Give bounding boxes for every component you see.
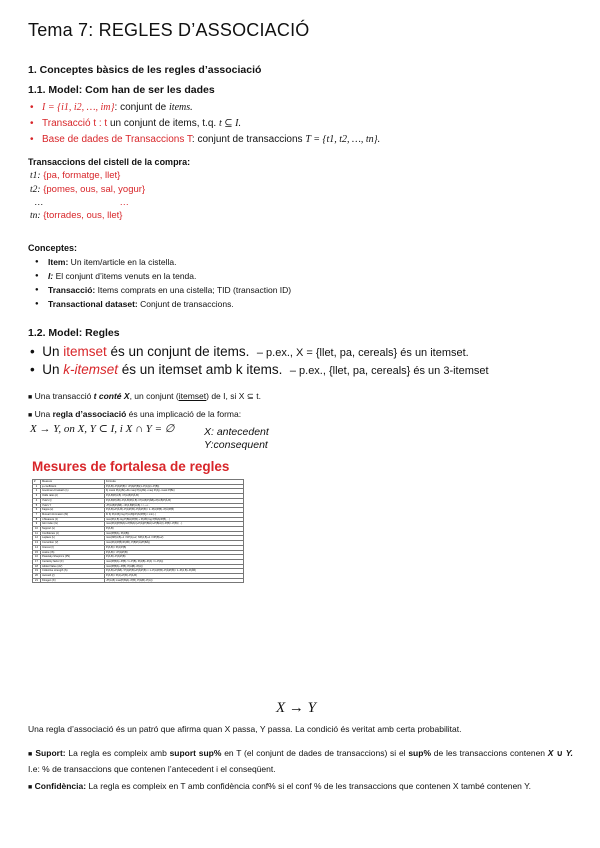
model-bullet-database: • Base de dades de Transaccions T: conjunt de transaccions T = {t1, t2, …, tn}. — [30, 134, 381, 145]
concept-item: ● Item: Un item/article en la cistella. — [48, 257, 177, 267]
section-heading-1: 1. Conceptes bàsics de les regles d’associació — [28, 64, 262, 76]
measures-title: Mesures de fortalesa de regles — [32, 459, 230, 474]
row-number-cell: 3 — [33, 494, 41, 499]
measure-name-cell: Piatetsky-Shapiro's (PS) — [41, 555, 105, 560]
formula-cell: P(A,B) — [105, 527, 244, 532]
consequent-label: Y:consequent — [204, 439, 268, 451]
rule-arrow-formula: X → Y — [276, 700, 317, 716]
support-paragraph: ■ Suport: La regla es compleix amb suport sup% en T (el conjunt de dades de transaccions) si el sup% de les transaccions contenen X ∪ Y. I.e: % de transaccions que contenen l’antecedent i el conseqüent. — [28, 748, 573, 774]
itemset-definition: • Un itemset és un conjunt de items. – p.ex., X = {llet, pa, cereals} és un itemset. — [30, 344, 469, 359]
formula-cell: P(A,B)−P(A)P(B) / √P(A)P(B)(1−P(A))(1−P(B)) — [105, 484, 244, 489]
transaction-row: … … — [34, 197, 129, 208]
row-number-cell: 12 — [33, 536, 41, 541]
formula-cell: Σj maxk P(Aj,Bk)+Σk maxj P(Aj,Bk)−maxj P(Aj)−maxk P(Bk) — [105, 489, 244, 494]
row-number-cell: 4 — [33, 498, 41, 503]
row-number-cell: 6 — [33, 508, 41, 513]
row-number-cell: 8 — [33, 517, 41, 522]
measure-name-cell: Collective strength (S) — [41, 569, 105, 574]
table-header: # — [33, 480, 41, 485]
row-number-cell: 21 — [33, 578, 41, 583]
antecedent-label: X: antecedent — [204, 426, 269, 438]
row-number-cell: 5 — [33, 503, 41, 508]
measure-name-cell: Conviction (V) — [41, 541, 105, 546]
formula-cell: P(A,B)+P(ĀB̄) / P(A)P(B)+P(Ā)P(B̄) × 1−P(A)P(B)−P(Ā)P(B̄) / 1−P(A,B)−P(ĀB̄) — [105, 569, 244, 574]
formula-cell: max(P(A,B) log P(B|A)/P(B) + P(AB̄) log P(B̄|A)/P(B̄), ..) — [105, 517, 244, 522]
formula-cell: P(A,B)P(Ā,B̄) / P(A,B̄)P(Ā,B) — [105, 494, 244, 499]
transaction-row: tn: {torrades, ous, llet} — [30, 210, 123, 221]
measure-name-cell: Odds ratio (α) — [41, 494, 105, 499]
measure-name-cell: Jaccard (ζ) — [41, 574, 105, 579]
measure-name-cell: Gini index (G) — [41, 522, 105, 527]
transactions-heading: Transaccions del cistell de la compra: — [28, 157, 191, 167]
model-bullet-transaction: • Transacció t : t un conjunt de items, t.q. t ⊆ I. — [30, 118, 241, 129]
row-number-cell: 13 — [33, 541, 41, 546]
formula-cell: max(P(B|A), P(A|B)) — [105, 531, 244, 536]
formula-cell: max(P(B|A)−P(B) / 1−P(B), P(A|B)−P(A) / 1−P(A)) — [105, 559, 244, 564]
measure-name-cell: J-Measure (J) — [41, 517, 105, 522]
formula-cell: √P(A,B) max(P(B|A)−P(B), P(A|B)−P(A)) — [105, 578, 244, 583]
formula-cell: √P(A,B)P(ĀB̄)−√P(A,B̄)P(Ā,B) / √..+√.. — [105, 503, 244, 508]
transaction-row: t1: {pa, formatge, llet} — [30, 170, 121, 181]
row-number-cell: 2 — [33, 489, 41, 494]
measure-name-cell: Mutual Information (M) — [41, 512, 105, 517]
measure-name-cell: Laplace (L) — [41, 536, 105, 541]
formula-cell: Σi Σj P(Ai,Bj) log P(Ai,Bj)/P(Ai)P(Bj) / min(..) — [105, 512, 244, 517]
section-heading-1-2: 1.2. Model: Regles — [28, 327, 120, 339]
transaction-row: t2: {pomes, ous, sal, yogur} — [30, 184, 146, 195]
concept-item: ● Transacció: Items comprats en una cistella; TID (transaction ID) — [48, 285, 291, 295]
concepts-heading: Conceptes: — [28, 243, 78, 253]
measure-name-cell: Yule's Q — [41, 498, 105, 503]
row-number-cell: 20 — [33, 574, 41, 579]
table-header: Measure — [41, 480, 105, 485]
row-number-cell: 14 — [33, 545, 41, 550]
page-title: Tema 7: REGLES D’ASSOCIACIÓ — [28, 20, 310, 40]
rule-definition: ■ Una regla d’associació és una implicació de la forma: — [28, 409, 242, 419]
measure-name-cell: Interest (I) — [41, 545, 105, 550]
row-number-cell: 9 — [33, 522, 41, 527]
section-heading-1-1: 1.1. Model: Com han de ser les dades — [28, 84, 215, 96]
k-itemset-definition: • Un k-itemset és un itemset amb k items. – p.ex., {llet, pa, cereals} és un 3-itemset — [30, 362, 489, 377]
measure-name-cell: cosine (IS) — [41, 550, 105, 555]
formula-cell: P(A,B)−P(A)P(B) — [105, 555, 244, 560]
pattern-paragraph: Una regla d’associació és un patró que afirma quan X passa, Y passa. La condició és veritat amb certa probabilitat. — [28, 724, 462, 734]
formula-cell: P(A,B) / P(A)+P(B)−P(A,B) — [105, 574, 244, 579]
measure-name-cell: Added Value (AV) — [41, 564, 105, 569]
row-number-cell: 1 — [33, 484, 41, 489]
confidence-paragraph: ■ Confidència: La regla es compleix en T amb confidència conf% si el conf % de les transaccions que contenen X també contenen Y. — [28, 781, 532, 791]
row-number-cell: 17 — [33, 559, 41, 564]
row-number-cell: 11 — [33, 531, 41, 536]
measures-table — [32, 479, 244, 583]
row-number-cell: 7 — [33, 512, 41, 517]
formula-cell: max(P(A)[P(B|A)²+P(B̄|A)²]+P(Ā)[P(B|Ā)²+P(B̄|Ā)²]−P(B)²−P(B̄)², ..) — [105, 522, 244, 527]
measure-name-cell: Confidence (c) — [41, 531, 105, 536]
row-number-cell: 16 — [33, 555, 41, 560]
rule-formula: X → Y, on X, Y ⊂ I, i X ∩ Y = ∅ — [30, 423, 175, 435]
row-number-cell: 18 — [33, 564, 41, 569]
concept-item: ● Transactional dataset: Conjunt de transaccions. — [48, 299, 234, 309]
contains-statement: ■ Una transacció t conté X, un conjunt (itemset) de I, si X ⊆ t. — [28, 391, 261, 401]
row-number-cell: 15 — [33, 550, 41, 555]
row-number-cell: 10 — [33, 527, 41, 532]
measure-name-cell: Klosgen (K) — [41, 578, 105, 583]
model-bullet-items: • I = {i1, i2, …, im}: conjunt de items. — [30, 102, 193, 113]
formula-cell: P(A,B) / √P(A)P(B) — [105, 550, 244, 555]
formula-cell: max(P(B|A)−P(B), P(A|B)−P(A)) — [105, 564, 244, 569]
measure-name-cell: Support (s) — [41, 527, 105, 532]
formula-cell: max(NP(A,B)+1 / NP(A)+2, NP(A,B)+1 / NP(B)+2) — [105, 536, 244, 541]
formula-cell: max(P(A)P(B̄)/P(AB̄), P(B)P(Ā)/P(BĀ)) — [105, 541, 244, 546]
table-header: Formula — [105, 480, 244, 485]
measure-name-cell: φ-coefficient — [41, 484, 105, 489]
table-row — [33, 578, 244, 583]
measure-name-cell: Yule's Y — [41, 503, 105, 508]
formula-cell: P(A,B)P(ĀB̄)−P(A,B̄)P(Ā,B) / P(A,B)P(ĀB̄)+P(A,B̄)P(Ā,B) — [105, 498, 244, 503]
row-number-cell: 19 — [33, 569, 41, 574]
formula-cell: P(A,B)+P(Ā,B̄)−P(A)P(B)−P(Ā)P(B̄) / 1−P(A)P(B)−P(Ā)P(B̄) — [105, 508, 244, 513]
measure-name-cell: Certainty factor (F) — [41, 559, 105, 564]
measure-name-cell: Goodman-Kruskal's (λ) — [41, 489, 105, 494]
formula-cell: P(A,B) / P(A)P(B) — [105, 545, 244, 550]
measure-name-cell: Kappa (κ) — [41, 508, 105, 513]
concept-item: ● I: El conjunt d’items venuts en la tenda. — [48, 271, 196, 281]
